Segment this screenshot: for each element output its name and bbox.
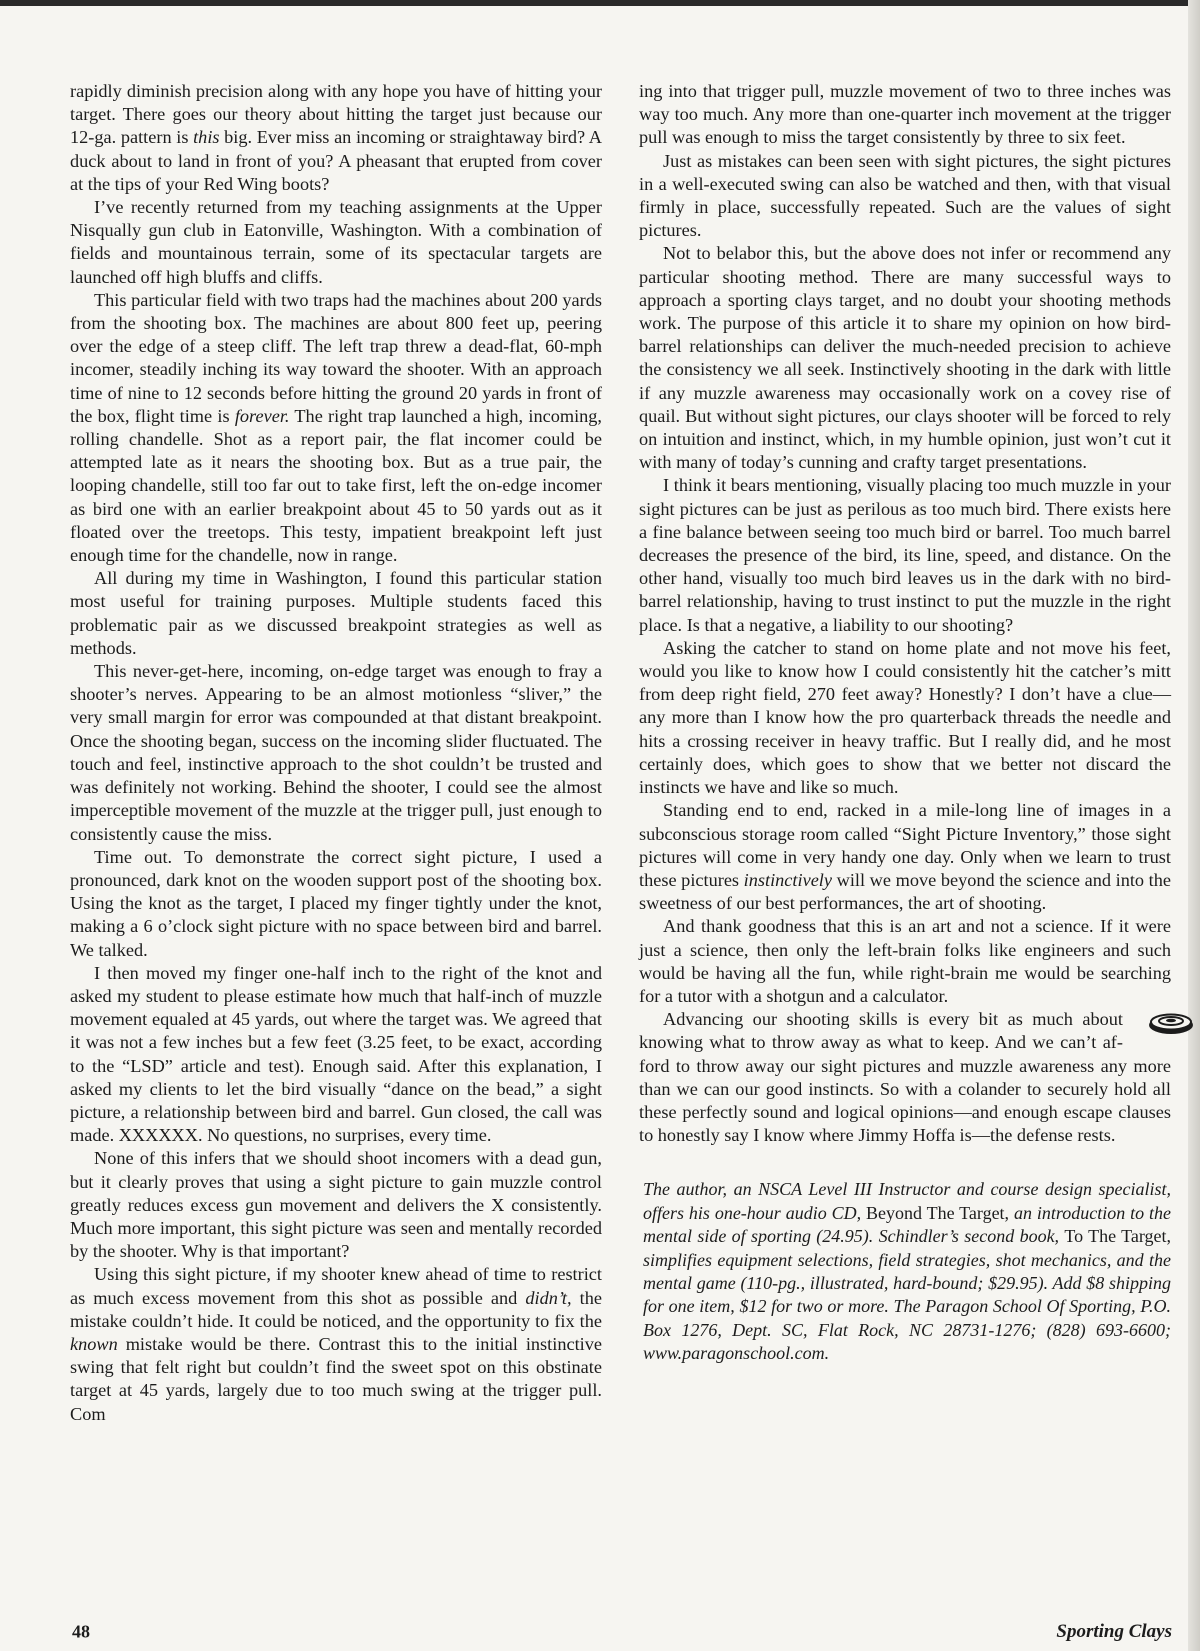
paragraph: Standing end to end, racked in a mile-long line of images in a subconscious storage room called “Sight Picture Inventory,” those sight pictures will come in very handy one day. Only when we learn to trust these pictures instinctively will we move beyond the science and into the sweetness of our best performances, the art of shooting. bbox=[639, 800, 1171, 914]
page-number: 48 bbox=[72, 1621, 90, 1642]
paragraph: I’ve recently returned from my teaching assignments at the Upper Nisqually gun club in Eatonville, Washington. With a combination of fields and mountainous terrain, some of its spectacular targets are launched off high bluffs and cliffs. bbox=[70, 197, 602, 287]
paragraph: Advancing our shooting skills is every bit as much about knowing what to throw away as what to keep. And we can’t afford to throw away our sight pictures and muzzle awareness any more than we can our good instincts. So with a colander to securely hold all these perfectly sound and logical opinions—and enough escape clauses to honestly say I know where Jimmy Hoffa is—the defense rests. bbox=[639, 1008, 1171, 1147]
author-bio: The author, an NSCA Level III Instructor and course design specialist, offers his one-hour audio CD, Beyond The Target, an introduction to the mental side of sporting (24.95). Schindler’s second book, To The Target, simplifies equipment selections, field strategies, shot mechanics, and the mental game (110-pg., illustrated, hard-bound; $29.95). Add $8 shipping for one item, $12 for two or more. The Paragon School Of Sporting, P.O. Box 1276, Dept. SC, Flat Rock, NC 28731-1276; (828) 693-6600; www.paragonschool.com. bbox=[643, 1179, 1171, 1364]
paragraph: And thank goodness that this is an art and not a science. If it were just a science, then only the left-brain folks like engineers and such would be having all the fun, while right-brain me would be searching for a tutor with a shotgun and a calculator. bbox=[639, 916, 1171, 1006]
clay-target-end-icon bbox=[1123, 1010, 1171, 1036]
paragraph: ing into that trigger pull, muzzle movement of two to three inches was way too much. Any more than one-quarter inch movement at the trigger pull was enough to miss the target consistently by three to six feet. bbox=[639, 81, 1171, 148]
paragraph: This never-get-here, incoming, on-edge target was enough to fray a shooter’s nerves. Appearing to be an almost motionless “sliver,” the very small margin for error was compounded at that distant breakpoint. Once the shooting began, success on the incoming slider fluctuated. The touch and feel, instinctive approach to the shot couldn’t be trusted and was definitely not working. Behind the shooter, I could see the almost imperceptible movement of the muzzle at the trigger pull, just enough to consistently cause the miss. bbox=[70, 661, 602, 844]
page-top-edge bbox=[0, 0, 1200, 6]
paragraph: Just as mistakes can been seen with sight pictures, the sight pictures in a well-executed swing can also be watched and then, with that visual firmly in place, successfully repeated. Such are the values of sight pictures. bbox=[639, 150, 1171, 241]
paragraph: All during my time in Washington, I found this particular station most useful for training purposes. Multiple students faced this problematic pair as we discussed breakpoint strategies as well as methods. bbox=[70, 568, 602, 658]
paragraph: None of this infers that we should shoot incomers with a dead gun, but it clearly proves that using a sight picture to gain muzzle control greatly reduces excess gun movement and delivers the X consistently. Much more important, this sight picture was seen and mentally recorded by the shooter. Why is that important? bbox=[70, 1148, 602, 1262]
magazine-name: Sporting Clays bbox=[1056, 1621, 1172, 1642]
paragraph: I then moved my finger one-half inch to the right of the knot and asked my student to please estimate how much that half-inch of muzzle movement equaled at 45 yards, out where the target was. We agreed that it was not a few inches but a few feet (3.25 feet, to be exact, according to the “LSD” article and test). Enough said. After this explanation, I asked my clients to let the bird visually “dance on the bead,” a sight picture, a relationship between bird and barrel. Gun closed, the call was made. XXXXXX. No questions, no surprises, every time. bbox=[70, 962, 602, 1146]
paragraph: I think it bears mentioning, visually placing too much muzzle in your sight pictures can be just as perilous as too much bird. There exists here a fine balance between seeing too much bird or barrel. Too much barrel decreases the presence of the bird, its line, speed, and distance. On the other hand, visually too much bird leaves us in the dark with no bird-barrel relationship, having to trust instinct to put the muzzle in the right place. Is that a negative, a liability to our shooting? bbox=[639, 475, 1171, 635]
page-right-edge bbox=[1188, 0, 1200, 1651]
left-column bbox=[70, 80, 602, 1426]
paragraph: rapidly diminish precision along with any hope you have of hitting your target. There goes our theory about hitting the target just because our 12-ga. pattern is this big. Ever miss an incoming or straightaway bird? A duck about to land in front of you? A pheasant that erupted from cover at the tips of your Red Wing boots? bbox=[70, 81, 602, 194]
paragraph: Using this sight picture, if my shooter knew ahead of time to restrict as much excess movement from this shot as possible and didn’t, the mistake couldn’t hide. It could be noticed, and the opportunity to fix the known mistake would be there. Contrast this to the initial instinctive swing that felt right but couldn’t find the sweet spot on this obstinate target at 45 yards, largely due to too much swing at the trigger pull. Com bbox=[70, 1264, 602, 1424]
right-column bbox=[639, 80, 1171, 1366]
paragraph: This particular field with two traps had the machines about 200 yards from the shooting box. The machines are about 800 feet up, peering over the edge of a steep cliff. The left trap threw a dead-flat, 60-mph incomer, steadily inching its way toward the shooter. With an approach time of nine to 12 seconds before hitting the ground 20 yards in front of the box, flight time is forever. The right trap launched a high, incoming, rolling chandelle. Shot as a report pair, the flat incomer could be attempted late as it nears the shooting box. But as a true pair, the looping chandelle, still too far out to take first, left the on-edge incomer as bird one with an earlier breakpoint about 45 to 50 yards out as it floated over the treetops. This testy, impatient breakpoint left just enough time for the chandelle, now in range. bbox=[70, 289, 602, 566]
paragraph: Not to belabor this, but the above does not infer or recommend any particular shooting method. There are many successful ways to approach a sporting clays target, and no doubt your shooting methods work. The purpose of this article it to share my opinion on how bird-barrel relationships can deliver the much-needed precision to achieve the consistency we all seek. Instinctively shooting in the dark with little if any muzzle awareness may occasionally work on a covey rise of quail. But without sight pictures, our clays shooter will be forced to rely on intuition and instinct, which, in my humble opinion, just won’t cut it with many of today’s cunning and crafty target presentations. bbox=[639, 243, 1171, 473]
paragraph: Time out. To demonstrate the correct sight picture, I used a pronounced, dark knot on the wooden support post of the shooting box. Using the knot as the target, I placed my finger tightly under the knot, making a 6 o’clock sight picture with no space between bird and barrel. We talked. bbox=[70, 846, 602, 960]
paragraph: Asking the catcher to stand on home plate and not move his feet, would you like to know how I could consistently hit the catcher’s mitt from deep right field, 270 feet away? Honestly? I don’t have a clue—any more than I know how the pro quarterback threads the needle and hits a crossing receiver in heavy traffic. But I really did, and he most certainly does, which goes to show that we better not discard the instincts we have and like so much. bbox=[639, 637, 1171, 798]
